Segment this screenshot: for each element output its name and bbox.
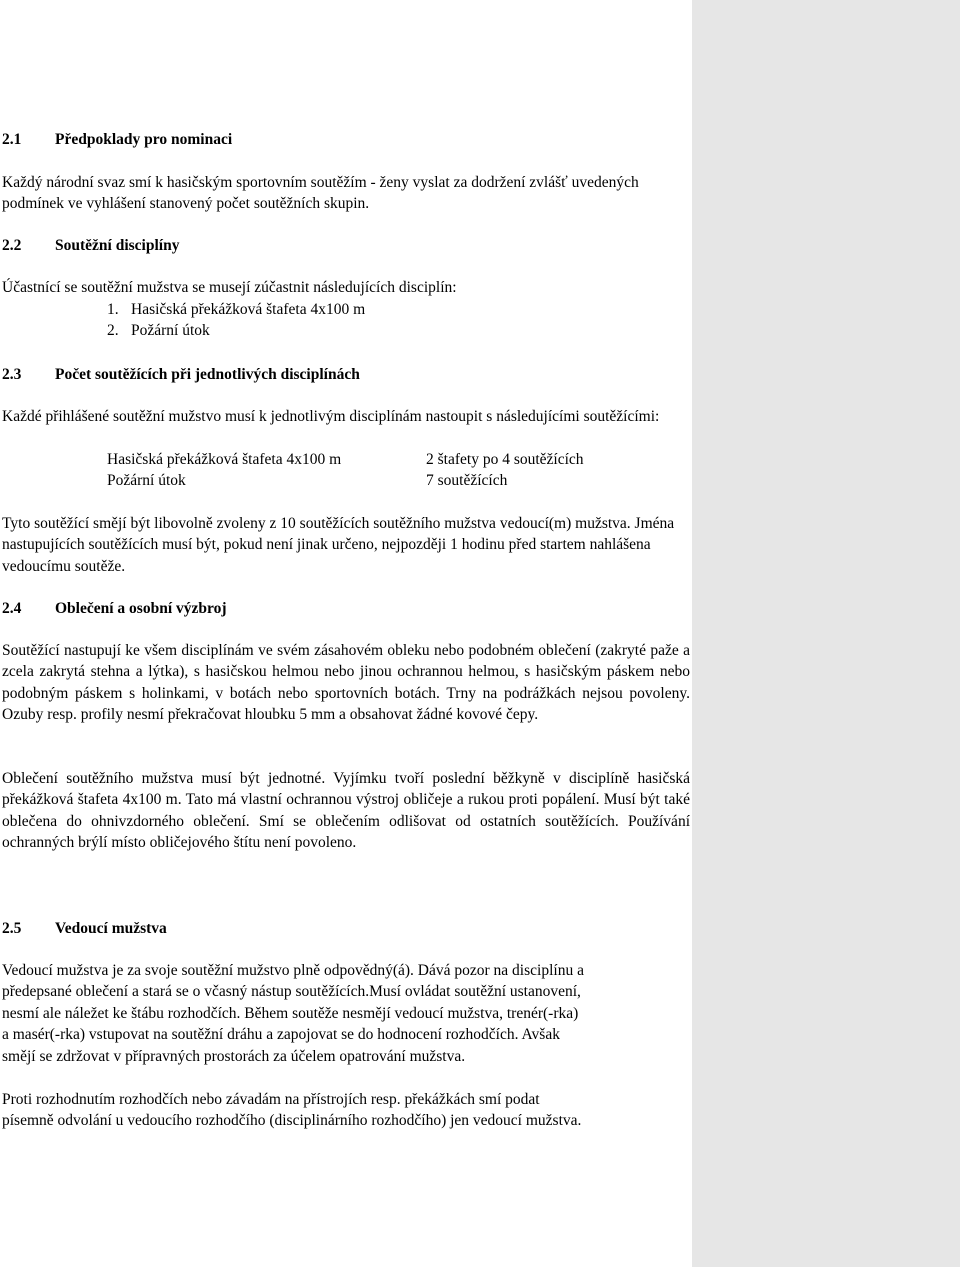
discipline-cell: Hasičská překážková štafeta 4x100 m: [107, 451, 342, 468]
section-number: 2.1: [2, 131, 22, 148]
paragraph-2-3-intro: Každé přihlášené soutěžní mužstvo musí k jednotlivým disciplínám nastoupit s následujícími soutěžícími:: [2, 408, 660, 425]
comment-margin-pane: [692, 0, 960, 1267]
section-title: Soutěžní disciplíny: [55, 237, 180, 254]
section-title: Počet soutěžících při jednotlivých disciplínách: [55, 366, 360, 383]
section-title: Oblečení a osobní výzbroj: [55, 600, 227, 617]
text-line: Vedoucí mužstva je za svoje soutěžní mužstvo plně odpovědný(á). Dává pozor na disciplínu a: [2, 962, 584, 979]
section-heading-2-1: [2, 129, 690, 150]
section-heading-2-3: [2, 364, 690, 385]
paragraph-2-5-appeals: [2, 1089, 690, 1132]
list-item: [107, 320, 210, 341]
section-heading-2-2: [2, 235, 690, 256]
list-number: 2.: [107, 322, 119, 339]
paragraph-2-2-intro: Účastnící se soutěžní mužstva se musejí zúčastnit následujících disciplín:: [2, 279, 457, 296]
paragraph-2-5-duties: [2, 960, 690, 1067]
text-line: nesmí ale náležet ke štábu rozhodčích. Během soutěže nesmějí vedoucí mužstva, trenér(-rka): [2, 1004, 579, 1022]
section-number: 2.4: [2, 600, 22, 617]
table-row: [0, 449, 690, 471]
section-number: 2.3: [2, 366, 22, 383]
section-title: Vedoucí mužstva: [55, 920, 167, 937]
paragraph-2-3-body: Tyto soutěžící smějí být libovolně zvoleny z 10 soutěžících soutěžního mužstva vedoucí(m) mužstva. Jména nastupujících soutěžících musí být, pokud není jinak určeno, nejpozději 1 hodinu před startem nahlášena vedoucímu soutěže.: [2, 515, 675, 575]
text-line: předepsané oblečení a stará se o včasný nástup soutěžících.Musí ovládat soutěžní ustanovení,: [2, 983, 581, 1001]
table-row: [0, 470, 690, 492]
text-line: a masér(-rka) vstupovat na soutěžní dráhu a zapojovat se do hodnocení rozhodčích. Avšak: [2, 1026, 560, 1044]
list-text: Hasičská překážková štafeta 4x100 m: [131, 301, 366, 318]
section-title: Předpoklady pro nominaci: [55, 131, 233, 148]
count-cell: 2 štafety po 4 soutěžících: [426, 451, 584, 468]
list-text: Požární útok: [131, 322, 210, 339]
section-heading-2-4: [2, 598, 690, 619]
section-number: 2.5: [2, 920, 22, 937]
section-number: 2.2: [2, 237, 22, 254]
text-line: smějí se zdržovat v přípravných prostorách za účelem opatrování mužstva.: [2, 1047, 466, 1065]
count-cell: 7 soutěžících: [426, 472, 508, 489]
paragraph-2-4-uniform: Oblečení soutěžního mužstva musí být jednotné. Vyjímku tvoří poslední běžkyně v disciplíně hasičská překážková štafeta 4x100 m. Tato má vlastní ochrannou výstroj obličeje a rukou proti popálení. Musí být také oblečena do ohnivzdorného oblečení. Smí se oblečením odlišovat od ostatních soutěžících. Používání ochranných brýlí místo obličejového štítu není povoleno.: [2, 770, 690, 852]
list-number: 1.: [107, 301, 119, 318]
discipline-cell: Požární útok: [107, 472, 186, 489]
paragraph-2-4-equipment: Soutěžící nastupují ke všem disciplínám ve svém zásahovém obleku nebo podobném oblečení (zakryté paže a zcela zakrytá stehna a lýtka), s hasičskou helmou nebo jinou ochrannou helmou, s hasičským páskem nebo podobným páskem s holinkami, v botách nebo sportovních botách. Trny na podrážkách nejsou povoleny. Ozuby resp. profily nesmí překračovat hloubku 5 mm a obsahovat žádné kovové čepy.: [2, 642, 690, 724]
list-item: [107, 299, 365, 320]
section-heading-2-5: [2, 918, 690, 939]
text-line: písemně odvolání u vedoucího rozhodčího (disciplinárního rozhodčího) jen vedoucí mužstva.: [2, 1112, 582, 1130]
paragraph-2-1: Každý národní svaz smí k hasičským sportovním soutěžím - ženy vyslat za dodržení zvlášť uvedených podmínek ve vyhlášení stanovený počet soutěžních skupin.: [2, 174, 639, 213]
text-line: Proti rozhodnutím rozhodčích nebo závadám na přístrojích resp. překážkách smí podat: [2, 1091, 540, 1108]
